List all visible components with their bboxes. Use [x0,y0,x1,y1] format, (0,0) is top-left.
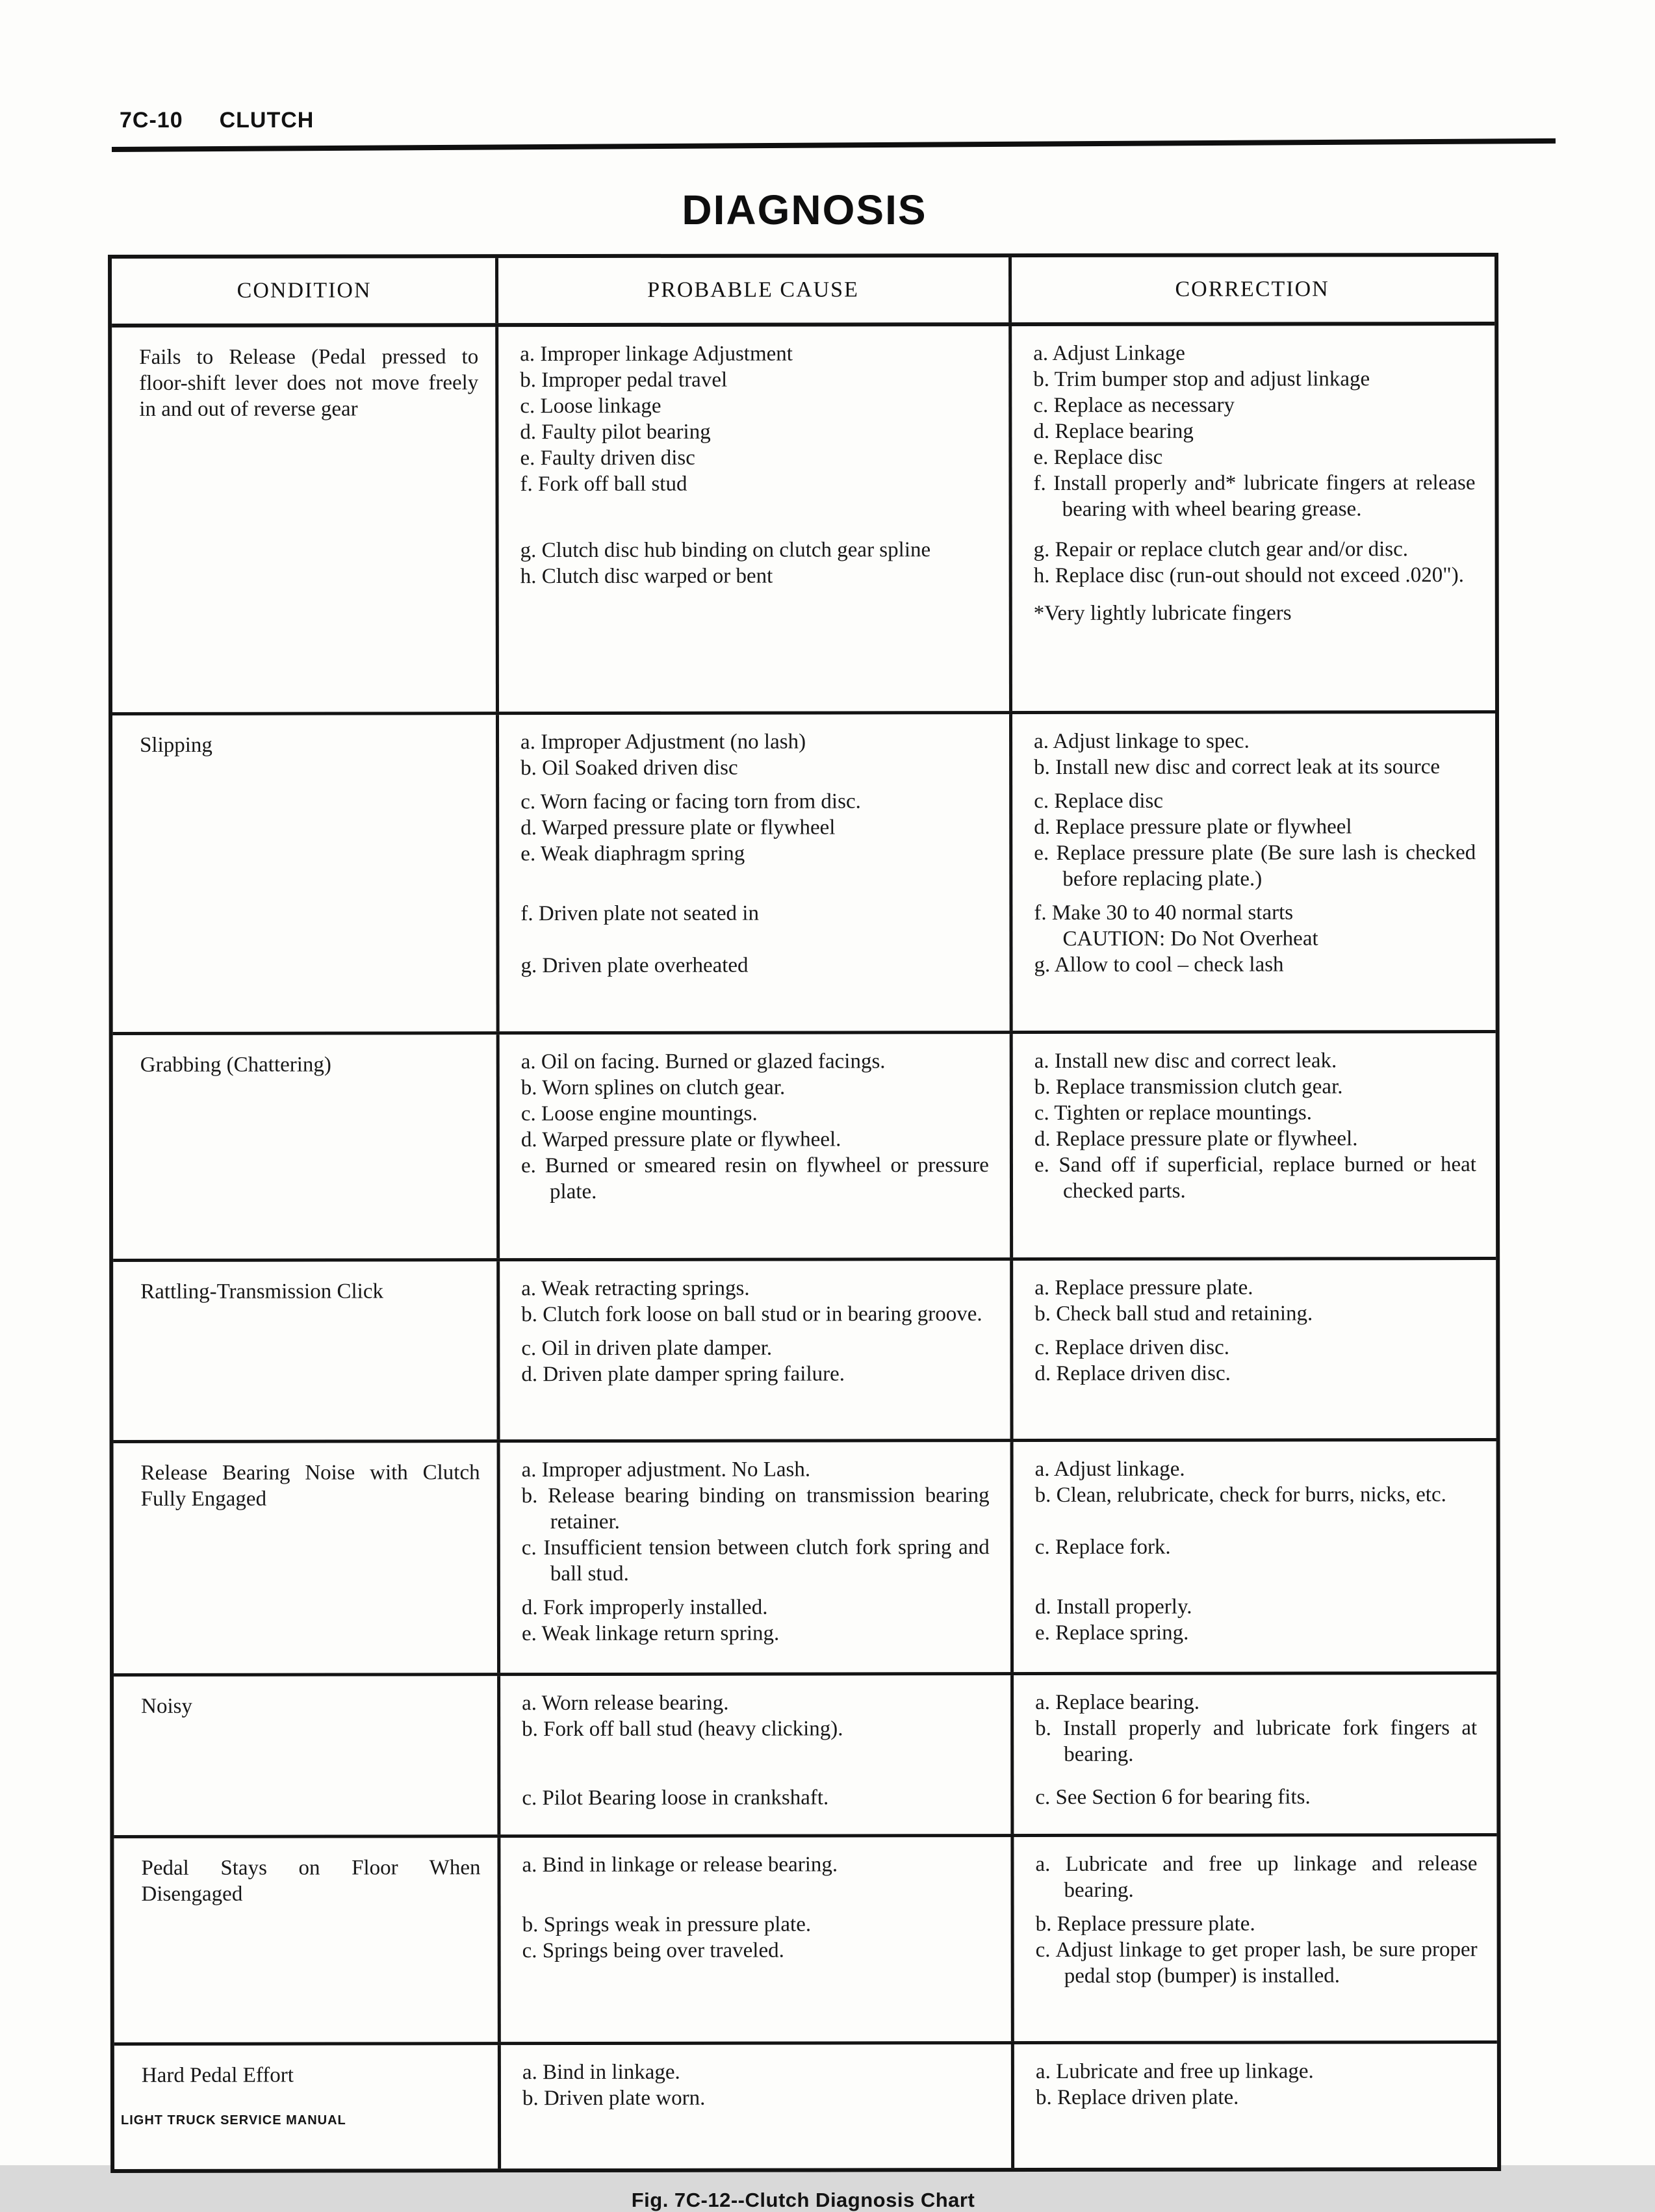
correction-item: a. Replace bearing. [1035,1690,1200,1715]
correction-item: a. Adjust linkage to spec. [1034,729,1250,754]
correction-item: c. Tighten or replace mountings. [1034,1101,1312,1125]
condition-cell: Grabbing (Chattering) [140,1053,331,1077]
figure-caption: Fig. 7C-12--Clutch Diagnosis Chart [631,2189,975,2211]
correction-item: d. Replace driven disc. [1034,1361,1231,1386]
table-row [114,1833,1496,2042]
table-row [113,1257,1496,1440]
correction-item: d. Replace pressure plate or flywheel. [1034,1127,1358,1151]
header-correction: CORRECTION [1175,277,1329,302]
correction-item: e. Replace disc [1033,445,1163,470]
cause-item: c. Loose linkage [520,394,661,418]
column-divider [496,1261,500,1439]
correction-item: d. Replace bearing [1033,419,1194,444]
column-divider [497,1838,500,2042]
correction-item: e. Sand off if superficial, replace burned or heat checked parts. [1034,1153,1476,1203]
condition-cell: Noisy [141,1694,192,1718]
table-row [113,1030,1496,1259]
cause-item: d. Faulty pilot bearing [520,420,711,444]
table-row [114,2040,1497,2169]
cause-item: f. Driven plate not seated in [520,901,759,926]
column-divider [1010,1675,1014,1834]
page-title: DIAGNOSIS [682,186,927,233]
table-row [112,710,1496,1032]
cause-item: c. Springs being over traveled. [522,1938,784,1963]
column-divider [1010,1837,1014,2041]
correction-item: b. Install properly and lubricate fork fingers at bearing. [1035,1716,1478,1766]
cause-item: b. Worn splines on clutch gear. [520,1075,786,1100]
correction-item: d. Install properly. [1034,1595,1192,1619]
table-footnote: *Very lightly lubricate fingers [1033,601,1292,626]
correction-item: e. Replace pressure plate (Be sure lash is checked before replacing plate.) [1034,841,1476,891]
column-divider [496,1035,500,1258]
column-divider [1010,1034,1013,1257]
cause-item: a. Improper linkage Adjustment [520,342,793,367]
cause-item: d. Warped pressure plate or flywheel [520,816,836,840]
correction-item: a. Lubricate and free up linkage. [1035,2059,1314,2084]
correction-item: b. Replace transmission clutch gear. [1034,1075,1343,1100]
column-divider [1008,257,1012,322]
table-header-row [112,257,1495,328]
correction-item: b. Replace driven plate. [1035,2085,1239,2110]
correction-item: b. Replace pressure plate. [1035,1912,1255,1936]
cause-item: a. Improper Adjustment (no lash) [520,730,806,754]
correction-item: b. Trim bumper stop and adjust linkage [1033,367,1370,392]
cause-item: b. Release bearing binding on transmission bearing retainer. [521,1484,990,1534]
cause-item: b. Clutch fork loose on ball stud or in bearing groove. [521,1302,982,1327]
column-divider [498,2045,501,2168]
column-divider [497,1443,500,1673]
cause-item: d. Fork improperly installed. [521,1595,768,1620]
column-divider [1011,2044,1014,2168]
correction-item: b. Install new disc and correct leak at its source [1034,755,1441,780]
correction-item: h. Replace disc (run-out should not exceed .020"). [1033,563,1465,588]
correction-item: a. Install new disc and correct leak. [1034,1049,1337,1074]
cause-item: b. Springs weak in pressure plate. [522,1912,812,1937]
cause-item: a. Weak retracting springs. [521,1276,750,1301]
section-title: CLUTCH [219,108,314,133]
cause-item: b. Driven plate worn. [522,2086,706,2111]
cause-item: b. Fork off ball stud (heavy clicking). [522,1717,843,1742]
cause-item: d. Warped pressure plate or flywheel. [520,1127,841,1152]
cause-item: g. Clutch disc hub binding on clutch gear spline [520,538,931,563]
cause-item: c. Oil in driven plate damper. [521,1336,773,1361]
correction-item: a. Adjust linkage. [1034,1457,1185,1482]
correction-item: f. Make 30 to 40 normal starts CAUTION: Do Not Overheat [1034,901,1318,951]
correction-item: f. Install properly and* lubricate fingers at release bearing with wheel bearing grease. [1033,471,1476,521]
cause-item: c. Worn facing or facing torn from disc. [520,790,861,814]
correction-item: g. Repair or replace clutch gear and/or disc. [1033,537,1408,562]
column-divider [1009,714,1013,1031]
condition-cell: Slipping [140,733,212,757]
column-divider [1010,1261,1013,1439]
table-row [114,1671,1496,1835]
column-divider [495,327,499,712]
header-rule [112,138,1556,152]
correction-item: g. Allow to cool – check lash [1034,953,1284,977]
cause-item: c. Loose engine mountings. [520,1101,758,1126]
column-divider [1010,1442,1014,1672]
cause-item: d. Driven plate damper spring failure. [521,1362,845,1387]
cause-item: a. Oil on facing. Burned or glazed facings. [520,1049,886,1074]
column-divider [496,715,500,1031]
correction-item: d. Replace pressure plate or flywheel [1034,815,1352,840]
correction-item: c. See Section 6 for bearing fits. [1035,1785,1311,1810]
diagnosis-table [108,253,1501,2173]
correction-item: a. Lubricate and free up linkage and release bearing. [1035,1852,1478,1902]
header-condition: CONDITION [237,278,372,303]
cause-item: e. Faulty driven disc [520,446,695,470]
cause-item: c. Insufficient tension between clutch fork spring and ball stud. [521,1536,990,1586]
table-row [114,1438,1496,1673]
page-footer: LIGHT TRUCK SERVICE MANUAL [121,2113,346,2128]
cause-item: c. Pilot Bearing loose in crankshaft. [522,1786,829,1810]
condition-cell: Pedal Stays on Floor When Disengaged [141,1856,481,1906]
cause-item: a. Bind in linkage or release bearing. [522,1853,838,1877]
correction-item: e. Replace spring. [1034,1621,1189,1645]
cause-item: f. Fork off ball stud [520,472,687,496]
cause-item: b. Improper pedal travel [520,368,728,392]
cause-item: h. Clutch disc warped or bent [520,564,773,589]
correction-item: a. Replace pressure plate. [1034,1276,1253,1300]
condition-cell: Hard Pedal Effort [141,2063,294,2087]
correction-item: b. Clean, relubricate, check for burrs, nicks, etc. [1034,1483,1446,1508]
diagnosis-table-wrap [108,255,1498,2212]
correction-item: c. Adjust linkage to get proper lash, be sure proper pedal stop (bumper) is installed. [1035,1938,1478,1988]
cause-item: a. Improper adjustment. No Lash. [521,1458,811,1482]
condition-cell: Rattling-Transmission Click [140,1280,383,1304]
section-code: 7C-10 [120,108,183,133]
correction-item: c. Replace disc [1034,789,1164,814]
correction-item: a. Adjust Linkage [1033,341,1185,366]
cause-item: a. Bind in linkage. [522,2060,680,2085]
cause-item: e. Burned or smeared resin on flywheel or pressure plate. [520,1153,989,1204]
correction-item: b. Check ball stud and retaining. [1034,1302,1313,1326]
correction-item: c. Replace as necessary [1033,393,1235,418]
column-divider [495,258,498,323]
condition-cell: Release Bearing Noise with Clutch Fully Engaged [140,1461,480,1511]
page-header [120,108,314,133]
column-divider [497,1676,500,1834]
cause-item: e. Weak linkage return spring. [521,1621,780,1646]
cause-item: a. Worn release bearing. [522,1691,729,1716]
header-probable-cause: PROBABLE CAUSE [647,277,859,302]
column-divider [1008,326,1012,711]
correction-item: c. Replace driven disc. [1034,1335,1230,1360]
cause-item: g. Driven plate overheated [520,953,749,978]
table-row [112,326,1495,712]
correction-item: c. Replace fork. [1034,1535,1171,1560]
cause-item: b. Oil Soaked driven disc [520,756,738,780]
cause-item: e. Weak diaphragm spring [520,842,745,866]
condition-cell: Fails to Release (Pedal pressed to floor-shift lever does not move freely in and out of reverse gear [139,345,479,421]
